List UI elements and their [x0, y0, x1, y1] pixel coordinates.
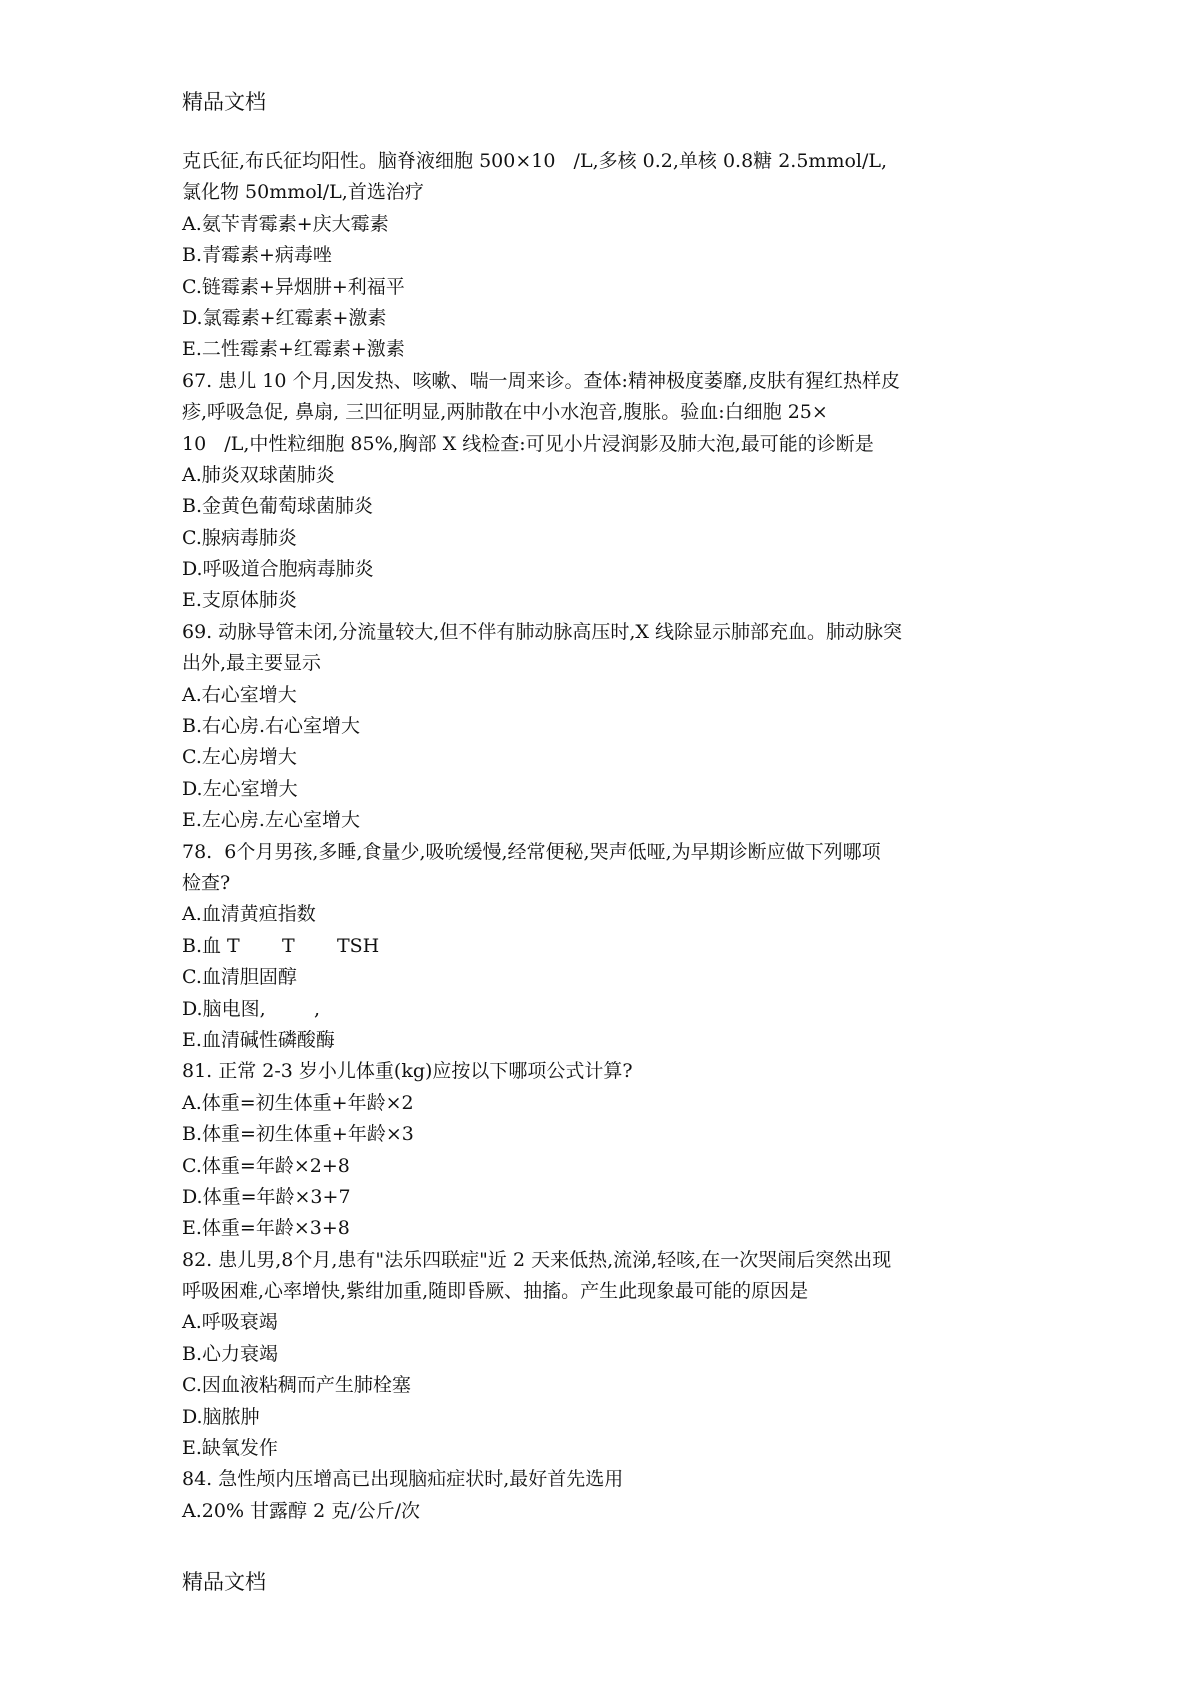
text-line: B.心力衰竭	[182, 1342, 279, 1365]
text-line: C.链霉素+异烟肼+利福平	[182, 275, 405, 298]
text-line: 69. 动脉导管未闭,分流量较大,但不伴有肺动脉高压时,X 线除显示肺部充血。肺动脉突	[182, 620, 902, 643]
text-line: D.呼吸道合胞病毒肺炎	[182, 558, 374, 581]
text-line: C.因血液粘稠而产生肺栓塞	[182, 1374, 411, 1397]
text-line: D.左心室增大	[182, 777, 298, 800]
text-line: B.血 T T TSH	[182, 934, 380, 957]
text-line: E.缺氧发作	[182, 1437, 278, 1460]
text-line: B.青霉素+病毒唑	[182, 244, 332, 267]
text-line: 78. 6个月男孩,多睡,食量少,吸吮缓慢,经常便秘,哭声低哑,为早期诊断应做下列哪项	[182, 840, 881, 863]
text-line: 检查?	[182, 871, 231, 894]
text-line: 10 /L,中性粒细胞 85%,胸部 X 线检查:可见小片浸润影及肺大泡,最可能的诊断是	[182, 432, 874, 455]
text-line: 81. 正常 2-3 岁小儿体重(kg)应按以下哪项公式计算?	[182, 1060, 633, 1083]
text-line: 84. 急性颅内压增高已出现脑疝症状时,最好首先选用	[182, 1468, 624, 1491]
text-line: C.左心房增大	[182, 746, 297, 769]
text-line: D.体重=年龄×3+7	[182, 1185, 351, 1208]
text-line: A.呼吸衰竭	[182, 1311, 278, 1334]
text-line: E.体重=年龄×3+8	[182, 1217, 350, 1240]
text-line: B.金黄色葡萄球菌肺炎	[182, 495, 374, 518]
text-line: 82. 患儿男,8个月,患有"法乐四联症"近 2 天来低热,流涕,轻咳,在一次哭闹后突然出现	[182, 1248, 892, 1271]
text-line: 呼吸困难,心率增快,紫绀加重,随即昏厥、抽搐。产生此现象最可能的原因是	[182, 1280, 809, 1303]
text-line: A.氨苄青霉素+庆大霉素	[182, 212, 389, 235]
text-line: D.氯霉素+红霉素+激素	[182, 306, 387, 329]
text-line: 疹,呼吸急促, 鼻扇, 三凹征明显,两肺散在中小水泡音,腹胀。验血:白细胞 25×	[182, 401, 828, 424]
text-line: C.体重=年龄×2+8	[182, 1154, 350, 1177]
text-line: E.支原体肺炎	[182, 589, 297, 612]
text-line: E.左心房.左心室增大	[182, 809, 360, 832]
text-line: D.脑脓肿	[182, 1405, 260, 1428]
document-body	[182, 146, 1002, 1527]
text-line: A.血清黄疸指数	[182, 903, 316, 926]
page-header: 精品文档	[182, 90, 266, 114]
text-line: B.体重=初生体重+年龄×3	[182, 1123, 414, 1146]
page-footer: 精品文档	[182, 1570, 266, 1594]
text-line: 出外,最主要显示	[182, 652, 322, 675]
text-line: E.二性霉素+红霉素+激素	[182, 338, 405, 361]
text-line: C.腺病毒肺炎	[182, 526, 297, 549]
text-line: A.右心室增大	[182, 683, 297, 706]
text-line: B.右心房.右心室增大	[182, 715, 361, 738]
text-line: A.20% 甘露醇 2 克/公斤/次	[182, 1499, 421, 1522]
text-line: C.血清胆固醇	[182, 966, 297, 989]
text-line: 67. 患儿 10 个月,因发热、咳嗽、喘一周来诊。查体:精神极度萎靡,皮肤有猩红热样皮	[182, 369, 900, 392]
text-line: D.脑电图, ,	[182, 997, 320, 1020]
text-line: 氯化物 50mmol/L,首选治疗	[182, 181, 424, 204]
text-line: 克氏征,布氏征均阳性。脑脊液细胞 500×10 /L,多核 0.2,单核 0.8糖 2.5mmol/L,	[182, 150, 888, 172]
text-line: E.血清碱性磷酸酶	[182, 1028, 335, 1051]
text-line: A.肺炎双球菌肺炎	[182, 463, 335, 486]
text-line: A.体重=初生体重+年龄×2	[182, 1091, 414, 1114]
